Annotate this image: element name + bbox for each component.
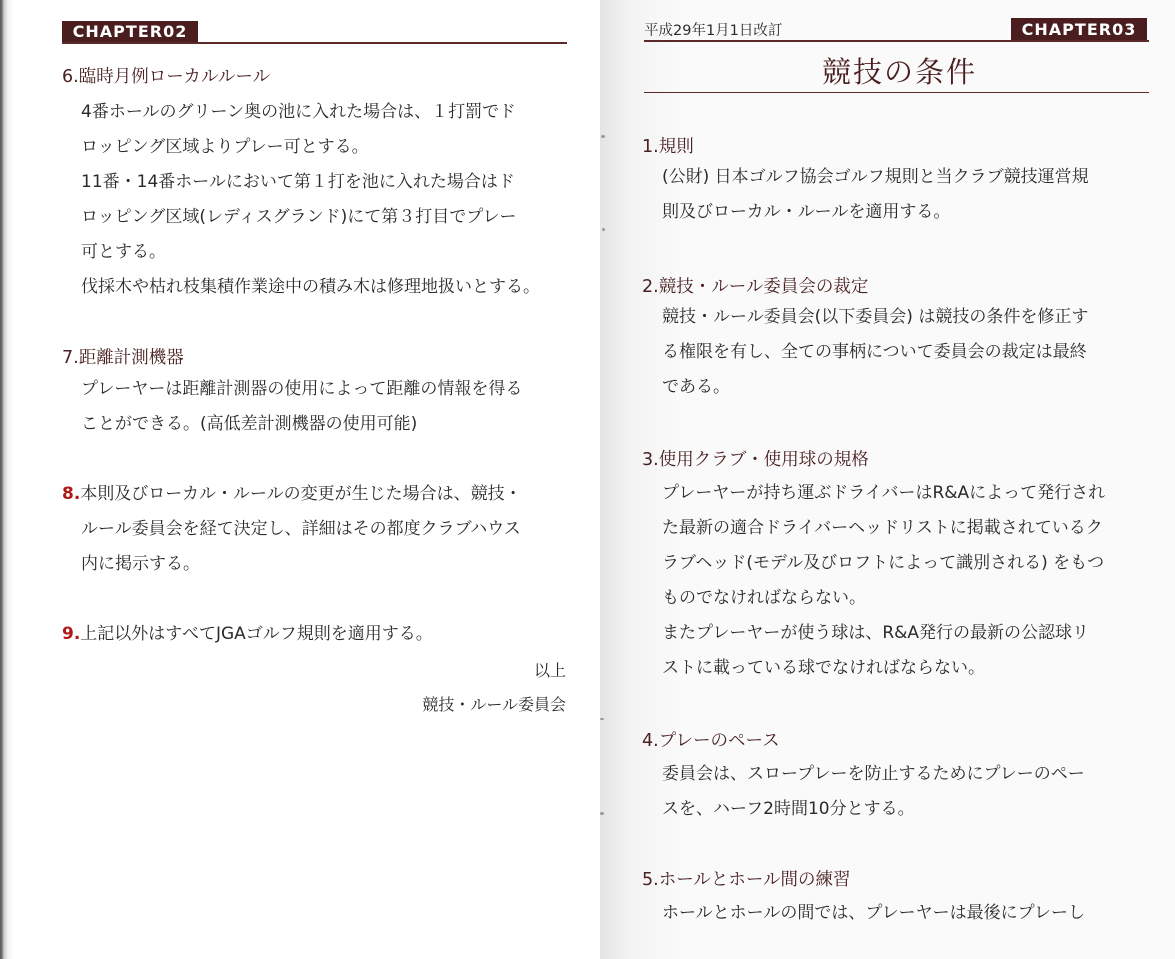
scan-speck: [601, 135, 605, 138]
section-heading-3: 3.使用クラブ・使用球の規格: [642, 450, 869, 470]
section-number-9: 9.: [62, 624, 81, 644]
title-rule: [644, 92, 1149, 93]
section-heading-5: 5.ホールとホール間の練習: [642, 870, 851, 890]
chapter-badge-left: [62, 21, 198, 42]
text-line: ストに載っている球でなければならない。: [662, 658, 985, 678]
revision-date: 平成29年1月1日改訂: [644, 23, 783, 39]
section-number-8: 8.: [62, 484, 81, 504]
committee-signature: 競技・ルール委員会: [422, 695, 566, 714]
text-line: ロッピング区域よりプレー可とする。: [81, 137, 369, 157]
text-line: た最新の適合ドライバーヘッドリストに掲載されているク: [662, 518, 1103, 538]
text-line: 内に掲示する。: [81, 554, 200, 574]
text-line: またプレーヤーが使う球は、R&A発行の最新の公認球リ: [662, 623, 1090, 643]
text-line: である。: [662, 377, 730, 397]
section-heading-4: 4.プレーのペース: [642, 731, 780, 751]
section-6-body: [81, 95, 540, 305]
section-1-body: [662, 160, 1089, 230]
scan-speck: [602, 228, 605, 231]
text-line: 11番・14番ホールにおいて第１打を池に入れた場合はド: [81, 172, 515, 192]
text-line: ことができる。(高低差計測機器の使用可能): [81, 414, 418, 434]
text-line: ルール委員会を経て決定し、詳細はその都度クラブハウス: [81, 519, 521, 539]
section-heading-2: 2.競技・ルール委員会の裁定: [642, 277, 869, 297]
header-rule-left: [62, 42, 567, 44]
section-heading-7: 7.距離計測機器: [62, 348, 184, 368]
section-8-body: [62, 477, 522, 582]
header-rule-right: [644, 40, 1149, 42]
section-heading-1: 1.規則: [642, 137, 694, 157]
page-binding: [0, 0, 14, 959]
section-2-body: [662, 300, 1088, 405]
scan-speck: [600, 718, 604, 720]
text-line: 委員会は、スロープレーを防止するためにプレーのペー: [662, 764, 1085, 784]
text-line: 4番ホールのグリーン奥の池に入れた場合は、１打罰でド: [81, 102, 516, 122]
text-line: る権限を有し、全ての事柄について委員会の裁定は最終: [662, 342, 1087, 362]
chapter-badge-label: CHAPTER02: [72, 22, 188, 41]
text-line: ホールとホールの間では、プレーヤーは最後にプレーし: [662, 903, 1085, 923]
scan-speck: [600, 812, 604, 815]
text-line: 可とする。: [81, 242, 166, 262]
section-7-body: [81, 372, 522, 442]
text-line: [62, 617, 433, 652]
text-segment: 本則及びローカル・ルールの変更が生じた場合は、競技・: [80, 484, 522, 504]
text-line: ラブヘッド(モデル及びロフトによって識別される) をもつ: [662, 553, 1105, 573]
section-heading-6: 6.臨時月例ローカルルール: [62, 67, 271, 87]
text-line: 伐採木や枯れ枝集積作業途中の積み木は修理地扱いとする。: [81, 277, 540, 297]
text-line: [62, 477, 522, 512]
chapter-badge-label: CHAPTER03: [1021, 19, 1137, 39]
text-line: ものでなければならない。: [662, 588, 866, 608]
closing-mark: 以上: [533, 661, 566, 680]
section-4-body: [662, 757, 1085, 827]
page-title: 競技の条件: [822, 55, 978, 89]
text-line: 競技・ルール委員会(以下委員会) は競技の条件を修正す: [662, 307, 1089, 327]
text-line: プレーヤーは距離計測器の使用によって距離の情報を得る: [81, 379, 523, 399]
text-line: (公財) 日本ゴルフ協会ゴルフ規則と当クラブ競技運営規: [662, 167, 1089, 187]
text-line: プレーヤーが持ち運ぶドライバーはR&Aによって発行され: [662, 483, 1106, 503]
section-9-body: [62, 617, 433, 652]
chapter-badge-right: [1011, 18, 1147, 40]
right-page: [600, 0, 1175, 959]
text-line: スを、ハーフ2時間10分とする。: [662, 799, 915, 819]
section-5-body: [662, 896, 1085, 931]
text-line: ロッピング区域(レディスグランド)にて第３打目でプレー: [81, 207, 517, 227]
text-segment: 上記以外はすべてJGAゴルフ規則を適用する。: [80, 624, 433, 644]
section-3-body: [662, 476, 1105, 686]
text-line: 則及びローカル・ルールを適用する。: [662, 202, 951, 222]
